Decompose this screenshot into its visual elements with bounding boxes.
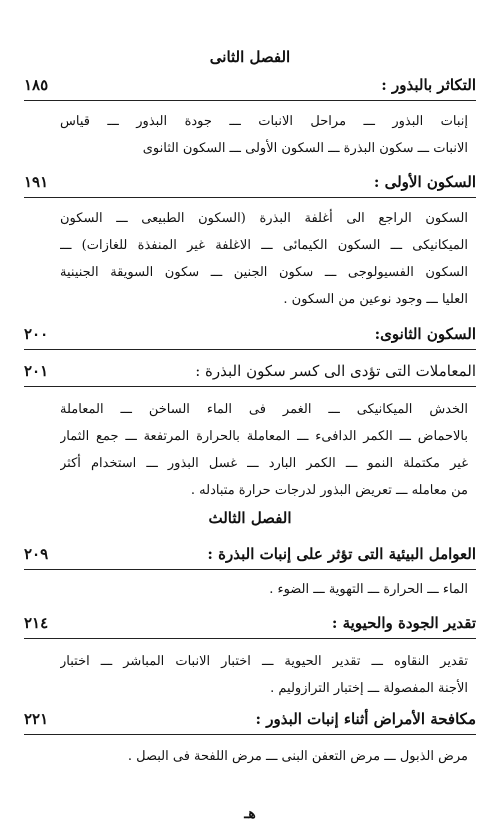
divider — [24, 349, 476, 350]
toc-heading: تقدير الجودة والحيوية : — [331, 614, 476, 632]
divider — [24, 386, 476, 387]
body-line: من معامله ـــ تعريض البذور لدرجات حرارة متبادله . — [190, 483, 468, 498]
toc-body — [60, 205, 468, 313]
divider — [24, 100, 476, 101]
body-line: الانبات ـــ سكون البذرة ـــ السكون الأولى ـــ السكون الثانوى — [142, 141, 468, 156]
toc-heading: المعاملات التى تؤدى الى كسر سكون البذرة : — [195, 362, 476, 380]
body-line: السكون الفسيولوجى ـــ سكون الجنين ـــ سكون السويقة الجنينية — [60, 265, 468, 280]
divider — [24, 734, 476, 735]
toc-entry-environmental-factors — [24, 545, 476, 571]
divider — [24, 638, 476, 639]
toc-entry-quality-viability — [24, 614, 476, 640]
toc-body — [60, 108, 468, 162]
toc-heading: مكافحة الأمراض أثناء إنبات البذور : — [255, 710, 476, 728]
toc-page-number: ٢٠٩ — [24, 545, 49, 563]
toc-entry-primary-dormancy — [24, 173, 476, 199]
toc-entry-dormancy-treatments — [24, 362, 476, 388]
toc-entry-disease-control — [24, 710, 476, 736]
body-line: الخدش الميكانيكى ـــ الغمر فى الماء الساخن ـــ المعاملة — [60, 402, 468, 417]
body-line: الماء ـــ الحرارة ـــ التهوية ـــ الضوء . — [269, 582, 468, 597]
toc-page-number: ١٩١ — [24, 173, 49, 191]
toc-heading: السكون الثانوى: — [374, 325, 476, 343]
toc-entry-seed-propagation — [24, 76, 476, 102]
toc-heading: السكون الأولى : — [373, 173, 476, 191]
divider — [24, 569, 476, 570]
toc-page-number: ٢٠١ — [24, 362, 49, 380]
body-line: مرض الذبول ـــ مرض التعفن البنى ـــ مرض اللفحة فى البصل . — [127, 749, 468, 764]
toc-page-number: ٢١٤ — [24, 614, 49, 632]
toc-body — [60, 576, 468, 603]
toc-body — [60, 743, 468, 770]
body-line: العليا ـــ وجود نوعين من السكون . — [283, 292, 468, 307]
toc-page-number: ١٨٥ — [24, 76, 49, 94]
toc-page-number: ٢٢١ — [24, 710, 49, 728]
toc-entry-secondary-dormancy — [24, 325, 476, 351]
body-line: تقدير النقاوه ـــ تقدير الحيوية ـــ اختبار الانبات المباشر ـــ اختبار — [60, 654, 468, 669]
toc-body — [60, 648, 468, 702]
page-footer-mark: هـ — [244, 806, 256, 822]
toc-page-number: ٢٠٠ — [24, 325, 49, 343]
body-line: غير مكتملة النمو ـــ الكمر البارد ـــ غسل البذور ـــ استخدام أكثر — [60, 456, 468, 471]
body-line: السكون الراجع الى أغلفة البذرة (السكون الطبيعى ـــ السكون — [60, 211, 468, 226]
toc-heading: التكاثر بالبذور : — [381, 76, 476, 94]
body-line: الميكانيكى ـــ السكون الكيمائى ـــ الاغلفة غير المنفذة للغازات) ـــ — [60, 238, 468, 253]
toc-heading: العوامل البيئية التى تؤثر على إنبات البذرة : — [207, 545, 476, 563]
body-line: بالاحماض ـــ الكمر الدافىء ـــ المعاملة بالحرارة المرتفعة ـــ جمع الثمار — [60, 429, 468, 444]
divider — [24, 197, 476, 198]
toc-body — [60, 396, 468, 504]
body-line: إنبات البذور ـــ مراحل الانبات ـــ جودة البذور ـــ قياس — [60, 114, 468, 129]
chapter-title-second: الفصل الثانى — [209, 48, 291, 66]
body-line: الأجنة المفصولة ـــ إختبار الترازوليم . — [270, 681, 468, 696]
chapter-title-third: الفصل الثالث — [208, 509, 292, 527]
